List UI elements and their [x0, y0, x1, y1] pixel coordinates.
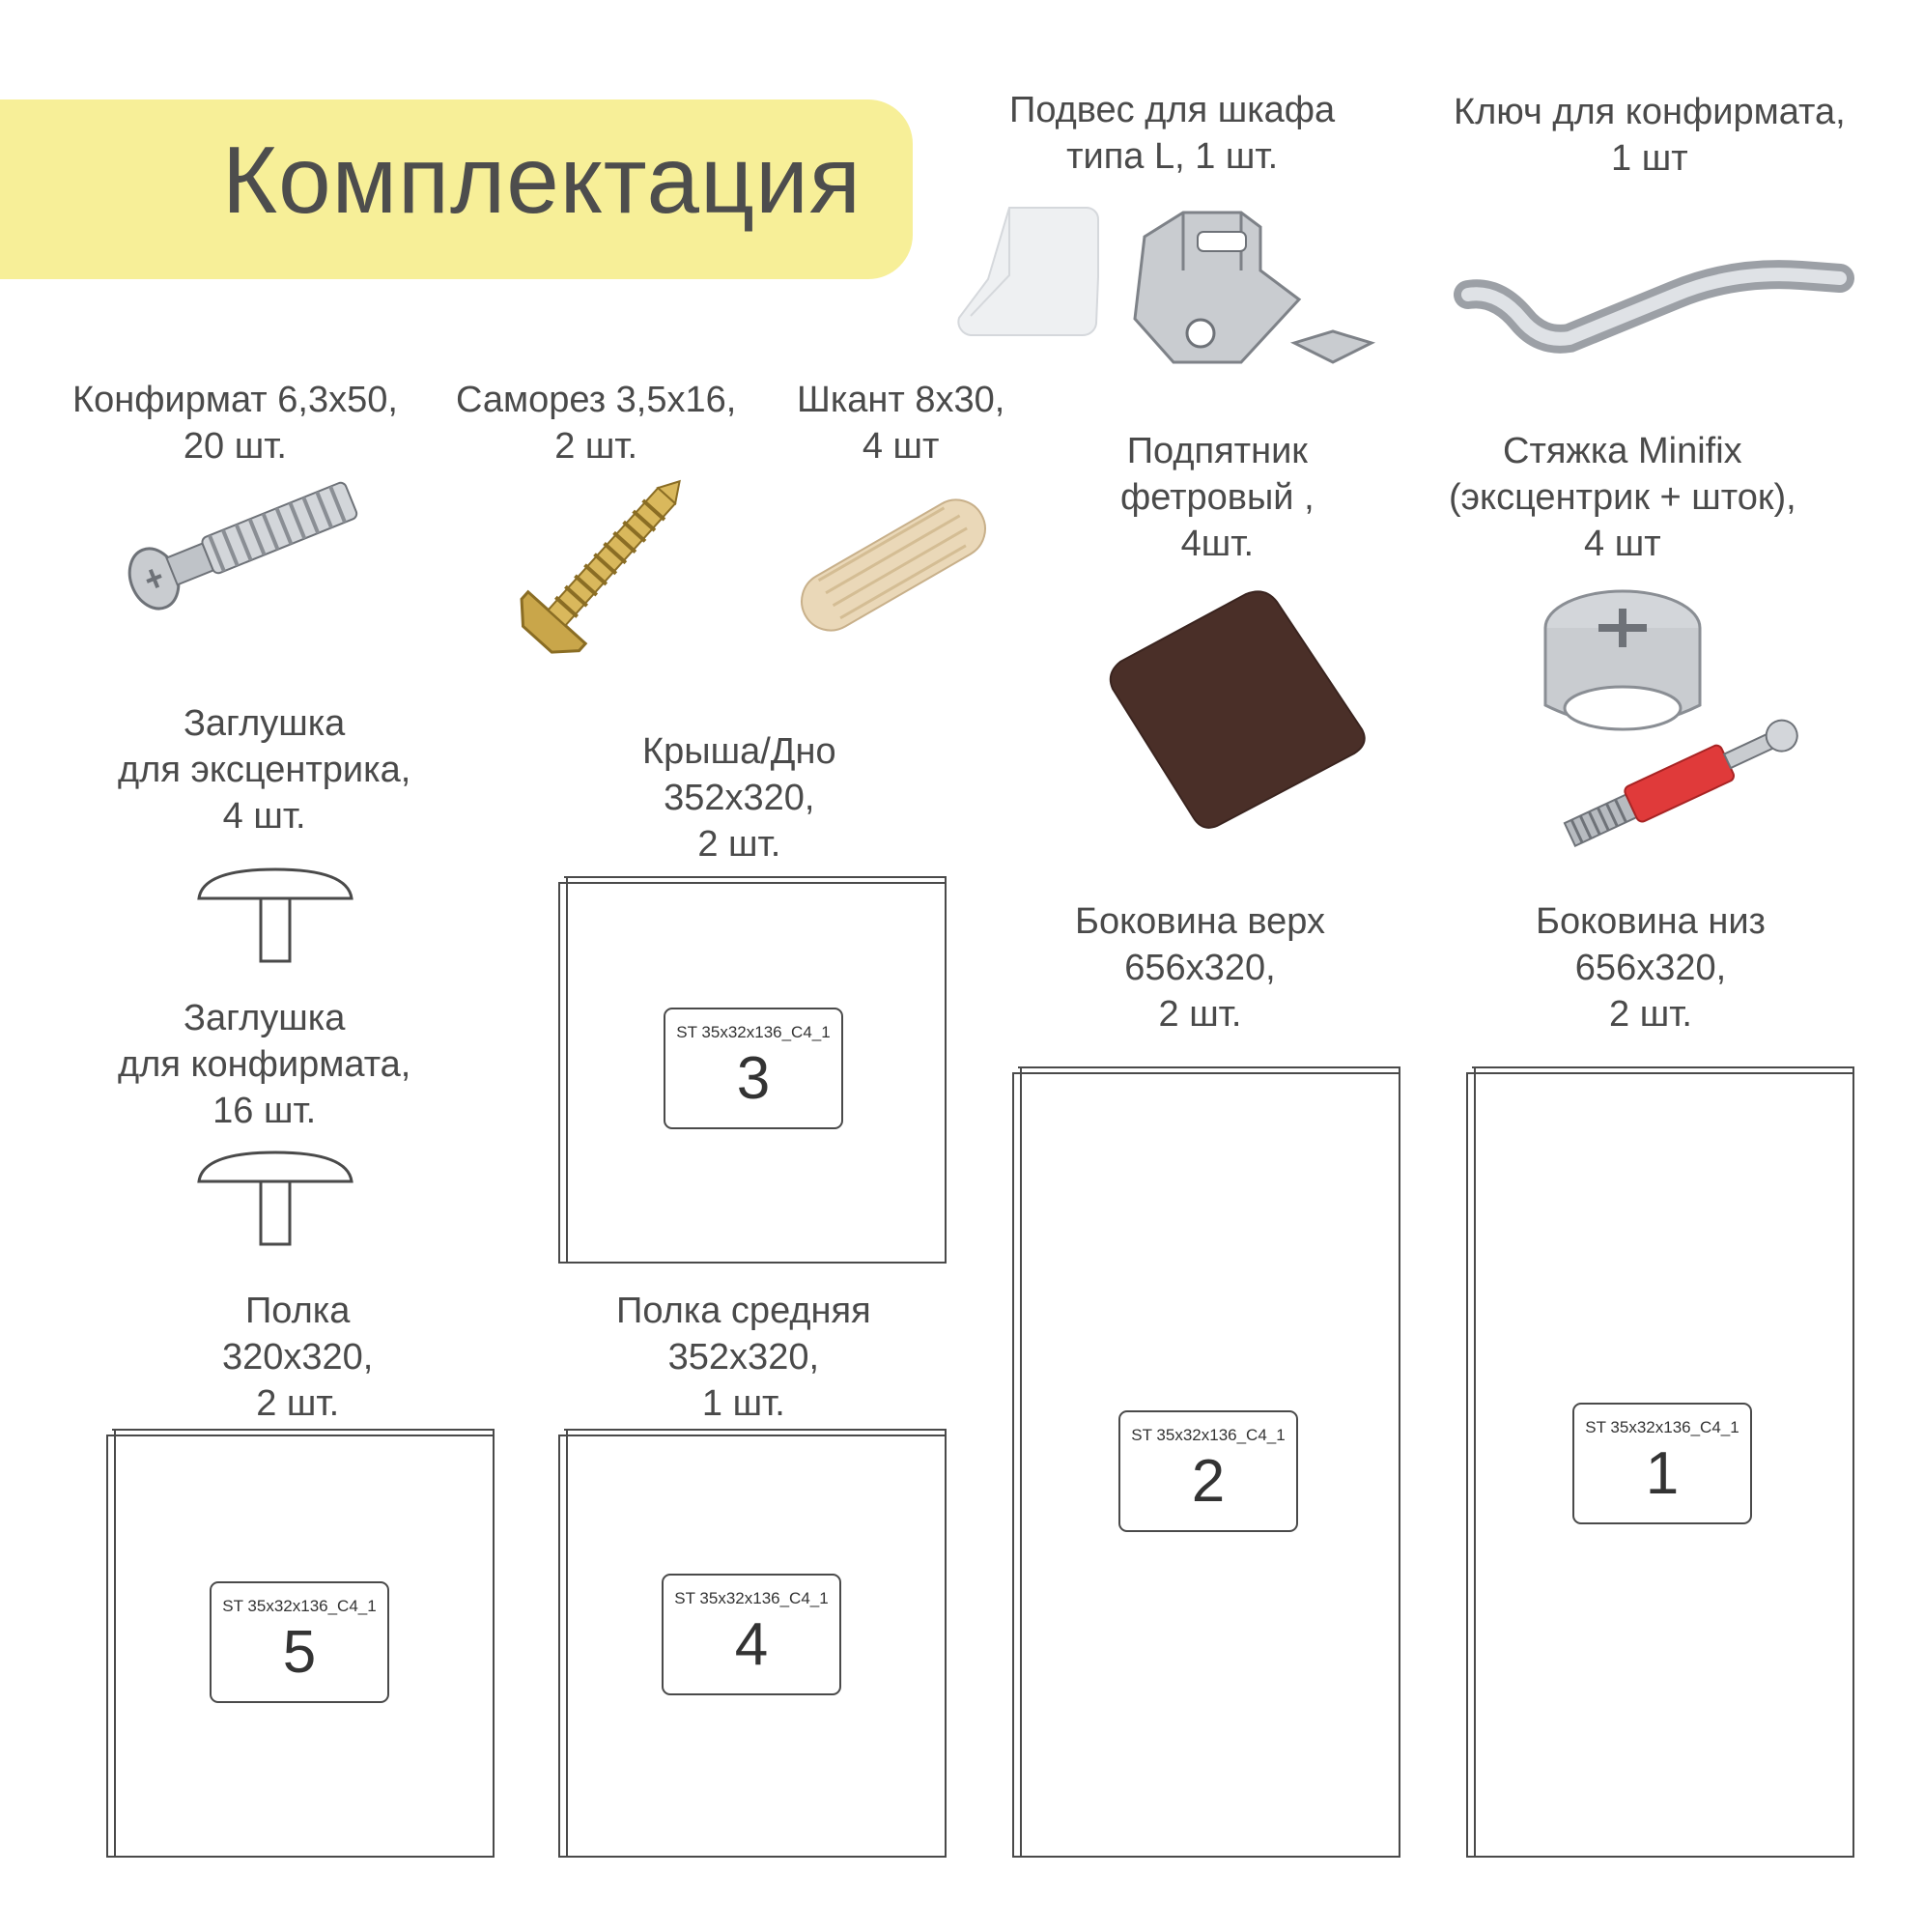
- side-bottom-panel: [1466, 1072, 1854, 1858]
- cap-confirmat-caption: Заглушка для конфирмата, 16 шт.: [118, 998, 411, 1131]
- cap-plug-icon: [193, 1148, 357, 1249]
- felt-caption: Подпятник фетровый , 4шт.: [1120, 431, 1315, 564]
- shelf-mid-panel: [558, 1435, 947, 1858]
- confirmat-caption: Конфирмат 6,3х50, 20 шт.: [72, 380, 398, 467]
- side-bottom-caption: Боковина низ 656х320, 2 шт.: [1536, 901, 1766, 1035]
- hanger-caption: Подвес для шкафа типа L, 1 шт.: [1009, 90, 1336, 177]
- side-top-panel: [1012, 1072, 1400, 1858]
- panel-label: ST 35x32x136_C4_1 5: [210, 1581, 389, 1703]
- minifix-cam-icon: [1531, 584, 1821, 865]
- cap-eccentric-caption: Заглушка для эксцентрика, 4 шт.: [118, 703, 411, 837]
- side-top-caption: Боковина верх 656х320, 2 шт.: [1075, 901, 1325, 1035]
- dowel-caption: Шкант 8х30, 4 шт: [797, 380, 1005, 467]
- felt-pad-icon: [1101, 584, 1372, 836]
- cap-plug-icon: [193, 865, 357, 966]
- shelf-mid-caption: Полка средняя 352х320, 1 шт.: [616, 1291, 871, 1424]
- key-caption: Ключ для конфирмата, 1 шт: [1454, 92, 1846, 179]
- panel-label: ST 35x32x136_C4_1 2: [1118, 1410, 1298, 1532]
- page-title: Комплектация: [222, 127, 862, 233]
- panel-label: ST 35x32x136_C4_1 3: [664, 1008, 843, 1129]
- shelf-panel: [106, 1435, 495, 1858]
- hex-key-icon: [1458, 246, 1864, 362]
- minifix-caption: Стяжка Minifix (эксцентрик + шток), 4 шт: [1449, 431, 1796, 564]
- screw-caption: Саморез 3,5х16, 2 шт.: [456, 380, 737, 467]
- panel-label: ST 35x32x136_C4_1 1: [1572, 1403, 1752, 1524]
- wooden-dowel-icon: [773, 483, 1014, 647]
- shelf-caption: Полка 320х320, 2 шт.: [222, 1291, 374, 1424]
- l-hanger-icon: [951, 198, 1396, 382]
- roof-caption: Крыша/Дно 352х320, 2 шт.: [642, 731, 836, 865]
- wood-screw-icon: [497, 464, 720, 657]
- roof-panel: [558, 882, 947, 1264]
- panel-label: ST 35x32x136_C4_1 4: [662, 1574, 841, 1695]
- confirmat-screw-icon: [116, 469, 377, 604]
